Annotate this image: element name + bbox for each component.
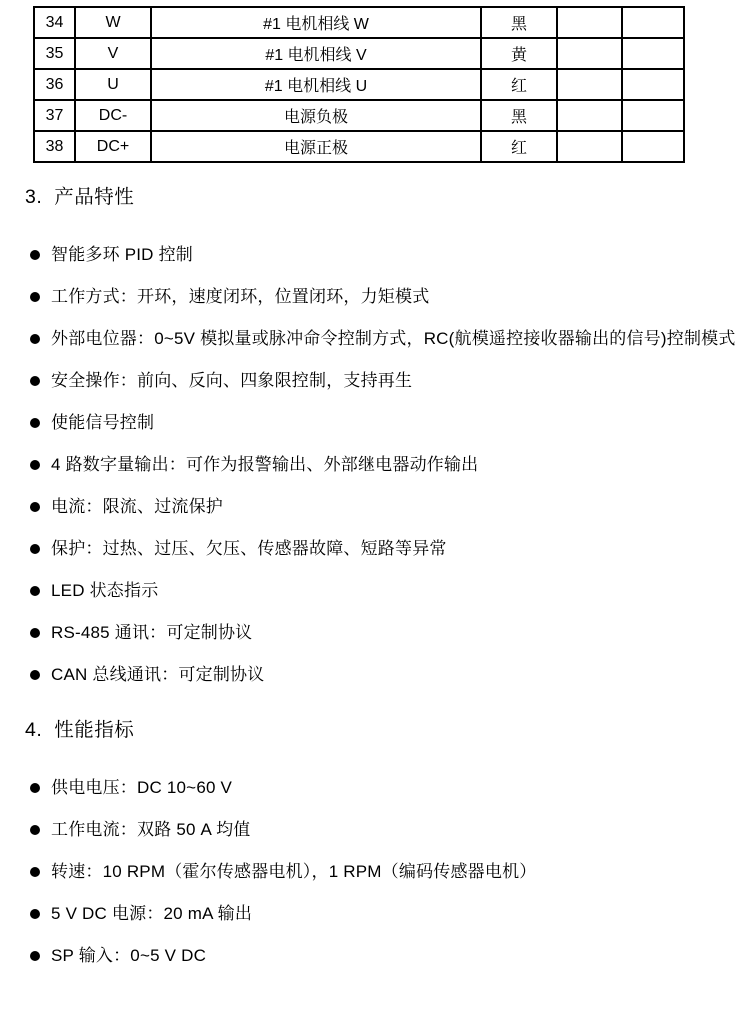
cell-pin-code: W (75, 7, 151, 38)
bullet-icon (30, 292, 40, 302)
section-number: 4. (25, 719, 43, 741)
cell-wire-color: 黑 (481, 7, 557, 38)
cell-empty (622, 69, 684, 100)
performance-specs-list (30, 767, 738, 977)
section-heading-performance-specs (25, 717, 750, 743)
section-number: 3. (25, 186, 43, 208)
bullet-icon (30, 628, 40, 638)
table-row (34, 7, 684, 38)
cell-pin-desc: 电源正极 (151, 131, 481, 162)
cell-pin-code: V (75, 38, 151, 69)
spec-text: 供电电压：DC 10~60 V (51, 778, 233, 797)
spec-text: SP 输入：0~5 V DC (51, 946, 207, 965)
feature-text: 外部电位器：0~5V 模拟量或脉冲命令控制方式，RC(航模遥控接收器输出的信号)控制模式 (51, 329, 736, 348)
table-row (34, 69, 684, 100)
bullet-icon (30, 502, 40, 512)
cell-pin-number: 34 (34, 7, 75, 38)
cell-wire-color: 黄 (481, 38, 557, 69)
cell-empty (622, 38, 684, 69)
wiring-table (33, 6, 685, 163)
bullet-icon (30, 544, 40, 554)
cell-pin-code: DC- (75, 100, 151, 131)
feature-item (30, 276, 738, 318)
feature-item (30, 360, 738, 402)
feature-text: 使能信号控制 (51, 413, 155, 432)
cell-pin-number: 35 (34, 38, 75, 69)
bullet-icon (30, 334, 40, 344)
cell-pin-number: 38 (34, 131, 75, 162)
feature-item (30, 318, 738, 360)
spec-item (30, 767, 738, 809)
cell-pin-desc: 电源负极 (151, 100, 481, 131)
feature-item (30, 528, 738, 570)
product-features-list (30, 234, 738, 696)
feature-item (30, 612, 738, 654)
feature-text: LED 状态指示 (51, 581, 159, 600)
feature-item (30, 486, 738, 528)
cell-empty (622, 131, 684, 162)
bullet-icon (30, 867, 40, 877)
cell-wire-color: 红 (481, 69, 557, 100)
cell-pin-code: U (75, 69, 151, 100)
bullet-icon (30, 670, 40, 680)
feature-text: 智能多环 PID 控制 (51, 245, 193, 264)
feature-item (30, 234, 738, 276)
table-row (34, 100, 684, 131)
feature-text: RS-485 通讯：可定制协议 (51, 623, 253, 642)
cell-pin-number: 36 (34, 69, 75, 100)
cell-pin-desc: #1 电机相线 V (151, 38, 481, 69)
bullet-icon (30, 783, 40, 793)
bullet-icon (30, 909, 40, 919)
feature-text: 安全操作：前向、反向、四象限控制，支持再生 (51, 371, 413, 390)
cell-empty (557, 7, 622, 38)
spec-item (30, 893, 738, 935)
cell-wire-color: 红 (481, 131, 557, 162)
cell-pin-desc: #1 电机相线 W (151, 7, 481, 38)
bullet-icon (30, 951, 40, 961)
feature-text: 保护：过热、过压、欠压、传感器故障、短路等异常 (51, 539, 447, 558)
cell-empty (557, 100, 622, 131)
bullet-icon (30, 586, 40, 596)
cell-pin-number: 37 (34, 100, 75, 131)
spec-item (30, 809, 738, 851)
cell-wire-color: 黑 (481, 100, 557, 131)
feature-text: 电流：限流、过流保护 (51, 497, 223, 516)
section-title: 产品特性 (54, 186, 135, 208)
bullet-icon (30, 460, 40, 470)
section-title: 性能指标 (54, 719, 135, 741)
feature-item (30, 444, 738, 486)
table-row (34, 38, 684, 69)
feature-text: 4 路数字量输出：可作为报警输出、外部继电器动作输出 (51, 455, 479, 474)
cell-empty (622, 7, 684, 38)
feature-item (30, 570, 738, 612)
cell-pin-desc: #1 电机相线 U (151, 69, 481, 100)
spec-text: 转速：10 RPM（霍尔传感器电机），1 RPM（编码传感器电机） (51, 862, 537, 881)
feature-text: CAN 总线通讯：可定制协议 (51, 665, 265, 684)
cell-empty (622, 100, 684, 131)
feature-item (30, 654, 738, 696)
cell-empty (557, 38, 622, 69)
cell-empty (557, 131, 622, 162)
spec-item (30, 851, 738, 893)
table-row (34, 131, 684, 162)
cell-pin-code: DC+ (75, 131, 151, 162)
spec-item (30, 935, 738, 977)
feature-text: 工作方式：开环，速度闭环，位置闭环，力矩模式 (51, 287, 430, 306)
cell-empty (557, 69, 622, 100)
bullet-icon (30, 825, 40, 835)
spec-text: 5 V DC 电源：20 mA 输出 (51, 904, 253, 923)
spec-text: 工作电流：双路 50 A 均值 (51, 820, 251, 839)
feature-item (30, 402, 738, 444)
bullet-icon (30, 376, 40, 386)
bullet-icon (30, 418, 40, 428)
bullet-icon (30, 250, 40, 260)
section-heading-product-features (25, 184, 750, 210)
